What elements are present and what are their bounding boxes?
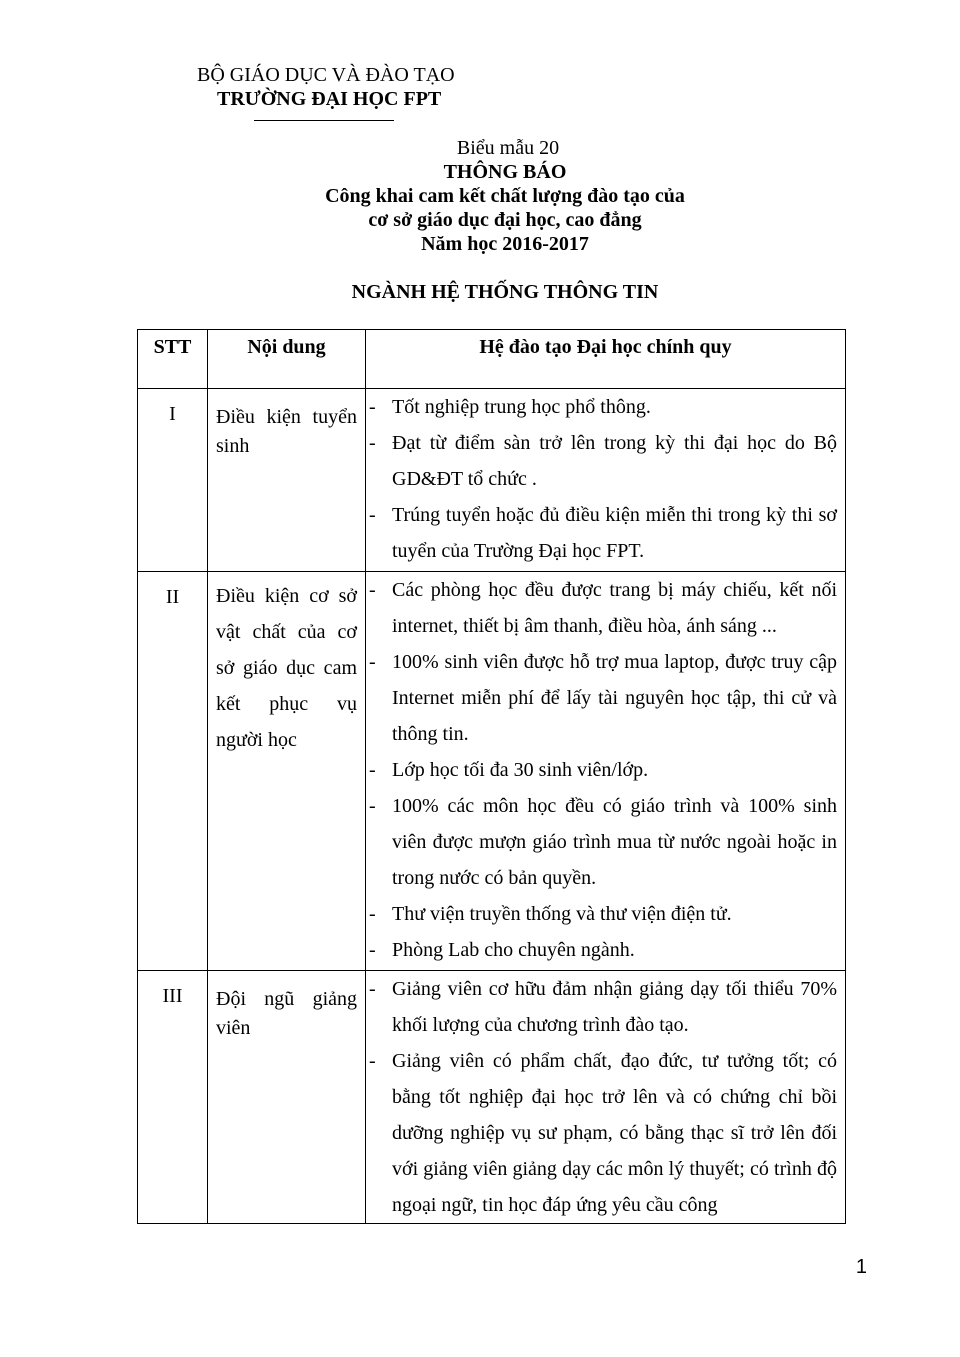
list-item: - Giảng viên cơ hữu đảm nhận giảng dạy tối thiểu 70% khối lượng của chương trình đào tạo.: [366, 971, 837, 1043]
list-item: - 100% sinh viên được hỗ trợ mua laptop, được truy cập Internet miễn phí để lấy tài nguyên học tập, thi cử và thông tin.: [366, 644, 837, 752]
list-item: - Trúng tuyển hoặc đủ điều kiện miễn thi trong kỳ thi sơ tuyển của Trường Đại học FPT.: [366, 497, 837, 569]
row-stt: I: [138, 389, 208, 572]
document-title: THÔNG BÁO: [443, 161, 567, 183]
table-row: [138, 971, 846, 1224]
row-items: [366, 389, 846, 572]
list-item: - Lớp học tối đa 30 sinh viên/lớp.: [366, 752, 837, 788]
header-stt: STT: [138, 330, 208, 389]
school-year: Năm học 2016-2017: [421, 233, 589, 255]
header-content: Nội dung: [208, 330, 366, 389]
row-items: [366, 971, 846, 1224]
list-item: - Giảng viên có phẩm chất, đạo đức, tư tưởng tốt; có bằng tốt nghiệp đại học trở lên và có chứng chỉ bồi dưỡng nghiệp vụ sư phạm, có bằng thạc sĩ trở lên đối với giảng viên giảng dạy các môn lý thuyết; có trình độ ngoại ngữ, tin học đáp ứng yêu cầu công: [366, 1043, 837, 1223]
table-row: [138, 572, 846, 971]
document-subtitle-line2: cơ sở giáo dục đại học, cao đẳng: [368, 209, 642, 231]
school-name: TRƯỜNG ĐẠI HỌC FPT: [217, 88, 442, 110]
header-program: Hệ đào tạo Đại học chính quy: [366, 330, 846, 389]
row-content: Điều kiện tuyển sinh: [208, 389, 366, 572]
table-row: [138, 389, 846, 572]
major-title: NGÀNH HỆ THỐNG THÔNG TIN: [351, 281, 659, 303]
form-number: Biểu mẫu 20: [456, 137, 560, 159]
row-stt: III: [138, 971, 208, 1224]
row-content: Điều kiện cơ sở vật chất của cơ sở giáo dục cam kết phục vụ người học: [208, 572, 366, 971]
list-item: - 100% các môn học đều có giáo trình và 100% sinh viên được mượn giáo trình mua từ nước ngoài hoặc in trong nước có bản quyền.: [366, 788, 837, 896]
table-header-row: [138, 330, 846, 389]
list-item: - Đạt từ điểm sàn trở lên trong kỳ thi đại học do Bộ GD&ĐT tổ chức .: [366, 425, 837, 497]
page-number: 1: [855, 1256, 867, 1278]
header-underline: [254, 120, 394, 121]
row-stt: II: [138, 572, 208, 971]
list-item: - Các phòng học đều được trang bị máy chiếu, kết nối internet, thiết bị âm thanh, điều hòa, ánh sáng ...: [366, 572, 837, 644]
document-subtitle-line1: Công khai cam kết chất lượng đào tạo của: [325, 185, 685, 207]
row-content: Đội ngũ giảng viên: [208, 971, 366, 1224]
list-item: - Phòng Lab cho chuyên ngành.: [366, 932, 837, 968]
row-items: [366, 572, 846, 971]
list-item: - Thư viện truyền thống và thư viện điện tử.: [366, 896, 837, 932]
commitment-table: [137, 329, 846, 1224]
list-item: - Tốt nghiệp trung học phổ thông.: [366, 389, 837, 425]
ministry-name: BỘ GIÁO DỤC VÀ ĐÀO TẠO: [197, 64, 455, 86]
